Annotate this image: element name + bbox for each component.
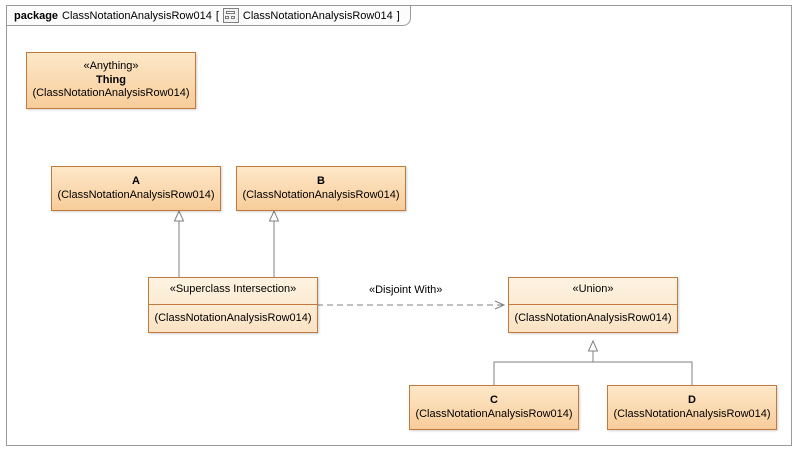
class-qualifier: (ClassNotationAnalysisRow014) bbox=[514, 312, 672, 324]
package-name: ClassNotationAnalysisRow014 bbox=[62, 9, 212, 22]
class-node-superclass-intersection[interactable] bbox=[148, 277, 318, 333]
class-node-thing[interactable] bbox=[26, 52, 196, 109]
class-qualifier: (ClassNotationAnalysisRow014) bbox=[57, 188, 215, 201]
class-node-c[interactable] bbox=[409, 385, 579, 430]
class-name: D bbox=[688, 393, 696, 406]
edge-label-disjoint-with: «Disjoint With» bbox=[369, 284, 443, 296]
bracket-close: ] bbox=[396, 9, 400, 22]
class-name: C bbox=[490, 393, 498, 406]
class-qualifier: (ClassNotationAnalysisRow014) bbox=[32, 87, 190, 100]
class-node-a[interactable] bbox=[51, 166, 221, 211]
class-qualifier-compartment bbox=[149, 305, 317, 333]
class-stereotype: «Anything» bbox=[83, 59, 139, 72]
diagram-name: ClassNotationAnalysisRow014 bbox=[242, 9, 393, 22]
class-node-d[interactable] bbox=[607, 385, 777, 430]
class-name: B bbox=[317, 174, 325, 187]
class-diagram-icon bbox=[223, 8, 239, 23]
class-stereotype: «Superclass Intersection» bbox=[169, 283, 297, 296]
package-frame-header bbox=[6, 5, 411, 26]
class-qualifier-compartment bbox=[509, 305, 677, 333]
class-qualifier: (ClassNotationAnalysisRow014) bbox=[613, 407, 771, 420]
class-stereotype-compartment bbox=[149, 277, 317, 305]
class-name: Thing bbox=[96, 73, 126, 86]
class-node-union[interactable] bbox=[508, 277, 678, 333]
bracket-open: [ bbox=[215, 9, 219, 22]
class-stereotype-compartment bbox=[509, 277, 677, 305]
class-node-b[interactable] bbox=[236, 166, 406, 211]
class-qualifier: (ClassNotationAnalysisRow014) bbox=[154, 312, 312, 324]
class-qualifier: (ClassNotationAnalysisRow014) bbox=[242, 188, 400, 201]
class-name: A bbox=[132, 174, 140, 187]
class-stereotype: «Union» bbox=[572, 283, 614, 296]
package-keyword: package bbox=[14, 9, 59, 22]
class-qualifier: (ClassNotationAnalysisRow014) bbox=[415, 407, 573, 420]
